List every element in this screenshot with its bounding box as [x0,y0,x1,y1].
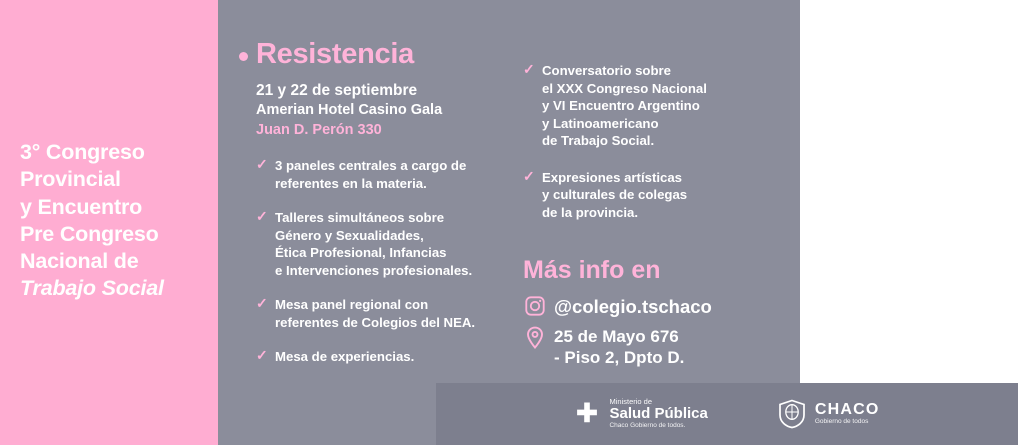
list-item-text [275,209,511,279]
list-item-line: referentes en la materia. [275,175,427,191]
event-venue: Amerian Hotel Casino Gala [256,102,443,119]
ministry-tagline: Chaco Gobierno de todos. [609,421,686,429]
more-info-title: Más info en [523,256,661,284]
title-line-5: Nacional de [20,249,139,274]
list-item-text [542,62,773,150]
list-item-text [275,296,511,331]
list-item-line: Expresiones artísticas [542,169,683,185]
check-icon: ✓ [256,208,268,225]
check-icon: ✓ [256,295,268,312]
list-item [256,157,511,192]
list-item [523,169,773,222]
list-item-line: Género y Sexualidades, [275,227,424,243]
medical-cross-icon [574,401,600,427]
list-item-line: Ética Profesional, Infancias [275,245,447,261]
list-item-line: e Intervenciones profesionales. [275,262,473,278]
dot-marker-icon [239,52,248,61]
title-line-3: y Encuentro [20,194,143,219]
list-item-line: y culturales de colegas [542,187,688,203]
check-icon: ✓ [256,156,268,173]
title-line-4: Pre Congreso [20,221,159,246]
list-item-line: el XXX Congreso Nacional [542,80,707,96]
column-right [523,62,773,221]
address-row [523,326,783,368]
right-content-panel [218,0,880,445]
list-item-line: de la provincia. [542,204,639,220]
instagram-handle: @colegio.tschaco [554,296,712,317]
city-name: Resistencia [256,38,414,70]
poster-main-title [20,139,210,303]
chaco-big-text: CHACO [814,400,880,418]
list-item [256,209,511,279]
footer-bar [436,383,1018,445]
address-line: 25 de Mayo 676 [554,327,679,346]
address-line: - Piso 2, Dpto D. [554,347,685,367]
title-line-1: 3° Congreso [20,140,145,164]
list-item-text [275,348,511,366]
ministry-logo [574,398,707,429]
list-item-text [275,157,511,192]
instagram-row[interactable] [523,295,783,319]
column-left [256,40,511,366]
chaco-logo-text [815,402,880,427]
instagram-icon [523,295,547,319]
list-item-line: y Latinoamericano [542,115,659,131]
list-item-line: 3 paneles centrales a cargo de [275,158,467,174]
list-item [256,348,511,366]
list-item-line: y VI Encuentro Argentino [542,98,700,114]
location-pin-icon [523,326,547,350]
list-item-line: referentes de Colegios del NEA. [275,314,476,330]
title-line-italic: Trabajo Social [20,276,164,301]
more-info-block [523,258,783,368]
event-date: 21 y 22 de septiembre [256,82,418,99]
check-icon: ✓ [523,61,535,77]
ministry-big-text: Salud Pública [609,405,708,423]
check-icon: ✓ [256,347,268,364]
title-line-2: Provincial [20,167,121,192]
left-pink-panel [0,0,218,445]
list-item [256,296,511,331]
ministry-logo-text [609,398,707,429]
shield-icon [778,399,806,429]
list-item-line: Conversatorio sobre [542,63,671,78]
city-heading-wrap [256,40,511,69]
check-icon: ✓ [523,167,535,184]
office-address [554,326,684,368]
chaco-tagline: Gobierno de todos [814,418,869,426]
chaco-logo [778,399,880,429]
list-item-line: Talleres simultáneos sobre [275,210,445,226]
ministry-small-text: Ministerio de [609,397,653,407]
list-item-line: de Trabajo Social. [542,133,655,149]
event-address: Juan D. Perón 330 [256,122,382,139]
list-item-line: Mesa de experiencias. [275,349,415,365]
list-item-line: Mesa panel regional con [275,297,429,313]
list-item [523,62,773,150]
list-item-text [542,169,773,222]
